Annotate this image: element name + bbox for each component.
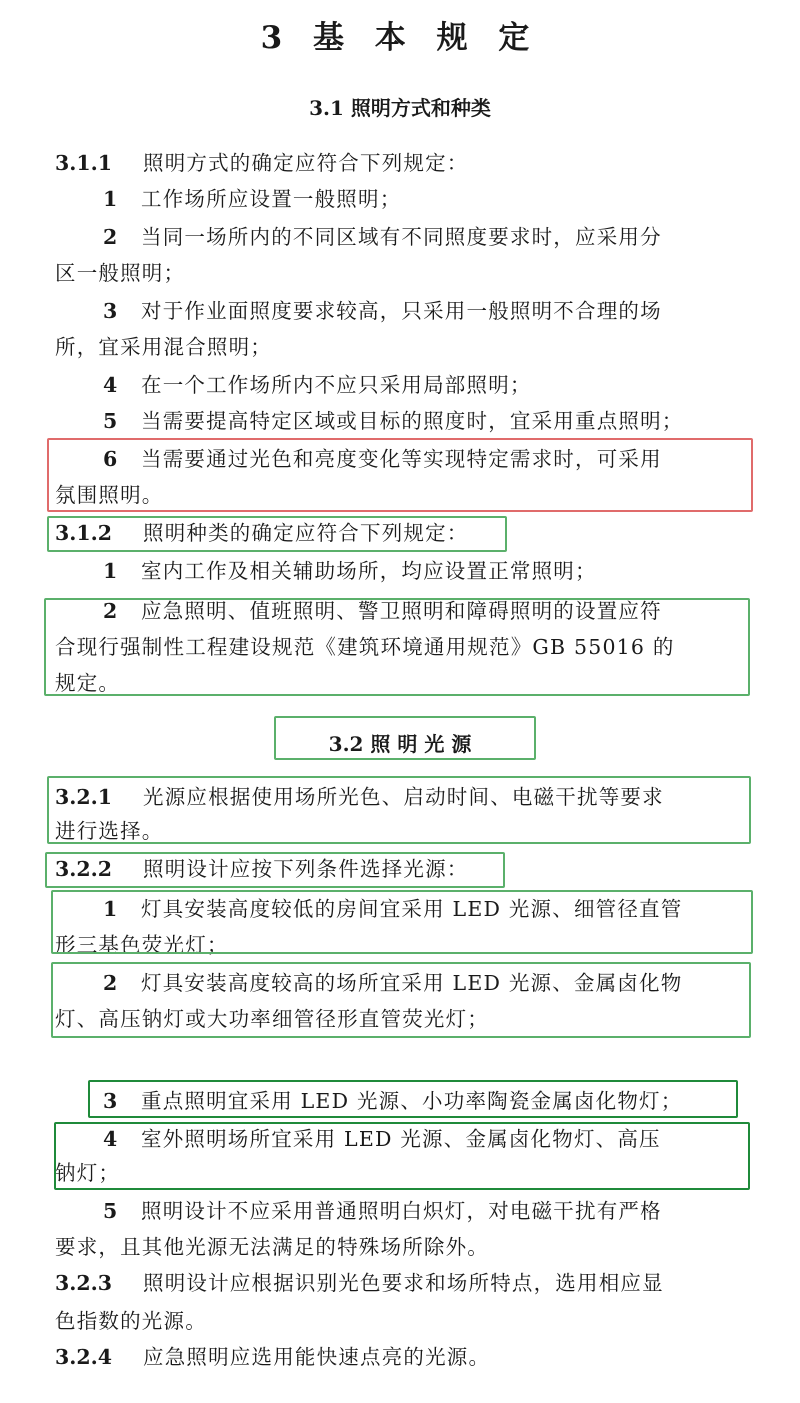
item-number: 6 xyxy=(103,447,119,471)
item-continuation: 形三基色荧光灯； xyxy=(55,933,229,957)
section-title-3-1: 3.1 照明方式和种类 xyxy=(309,96,491,120)
highlight-box-green xyxy=(51,890,753,954)
clause-number: 3.2.3 xyxy=(55,1271,113,1295)
section-title-3-2: 3.2 照 明 光 源 xyxy=(328,732,472,756)
item-continuation: 钠灯； xyxy=(55,1161,121,1185)
clause-text: 照明方式的确定应符合下列规定： xyxy=(143,151,469,175)
highlight-box-green xyxy=(47,776,751,844)
item-text: 当同一场所内的不同区域有不同照度要求时，应采用分 xyxy=(141,225,662,249)
item-number: 2 xyxy=(103,971,119,995)
item-text: 重点照明宜采用 LED 光源、小功率陶瓷金属卤化物灯； xyxy=(141,1089,683,1113)
clause-text: 照明设计应根据识别光色要求和场所特点，选用相应显 xyxy=(143,1271,664,1295)
clause-3-2-3 xyxy=(55,1268,755,1298)
highlight-box-green xyxy=(45,852,505,888)
item-number: 1 xyxy=(103,897,119,921)
item-number: 3 xyxy=(103,1089,119,1113)
highlight-box-green xyxy=(44,598,750,696)
clause-number: 3.2.4 xyxy=(55,1345,113,1369)
item-text: 当需要通过光色和亮度变化等实现特定需求时，可采用 xyxy=(141,447,662,471)
highlight-box-green xyxy=(51,962,751,1038)
highlight-box-green xyxy=(47,516,507,552)
item-number: 1 xyxy=(103,187,119,211)
clause-3-1-1 xyxy=(55,148,755,178)
item-text: 对于作业面照度要求较高，只采用一般照明不合理的场 xyxy=(141,299,662,323)
item-continuation: 合现行强制性工程建设规范《建筑环境通用规范》GB 55016 的 xyxy=(55,635,675,659)
clause-number: 3.1.2 xyxy=(55,521,113,545)
item-continuation: 色指数的光源。 xyxy=(55,1309,207,1333)
item-number: 1 xyxy=(103,559,119,583)
highlight-box-dark-green xyxy=(88,1080,738,1118)
list-item xyxy=(55,296,800,326)
highlight-box-green xyxy=(274,716,536,760)
clause-number: 3.1.1 xyxy=(55,151,113,175)
list-item xyxy=(55,556,800,586)
item-text: 灯具安装高度较高的场所宜采用 LED 光源、金属卤化物 xyxy=(141,971,683,995)
item-number: 3 xyxy=(103,299,119,323)
item-continuation: 进行选择。 xyxy=(55,819,164,843)
item-text: 灯具安装高度较低的房间宜采用 LED 光源、细管径直管 xyxy=(141,897,683,921)
item-number: 5 xyxy=(103,409,119,433)
item-number: 2 xyxy=(103,225,119,249)
list-item xyxy=(55,1196,800,1226)
clause-3-2-4 xyxy=(55,1342,755,1372)
item-continuation: 要求，且其他光源无法满足的特殊场所除外。 xyxy=(55,1235,489,1259)
clause-text: 应急照明应选用能快速点亮的光源。 xyxy=(143,1345,491,1369)
item-text: 室外照明场所宜采用 LED 光源、金属卤化物灯、高压 xyxy=(141,1127,661,1151)
item-continuation: 区一般照明； xyxy=(55,261,186,285)
item-text: 应急照明、值班照明、警卫照明和障碍照明的设置应符 xyxy=(141,599,662,623)
list-item xyxy=(55,406,800,436)
highlight-box-red xyxy=(47,438,753,512)
item-text: 工作场所应设置一般照明； xyxy=(141,187,402,211)
clause-text: 照明种类的确定应符合下列规定： xyxy=(143,521,469,545)
item-number: 5 xyxy=(103,1199,119,1223)
item-text: 当需要提高特定区域或目标的照度时，宜采用重点照明； xyxy=(141,409,684,433)
item-continuation: 所，宜采用混合照明； xyxy=(55,335,272,359)
clause-text: 照明设计应按下列条件选择光源： xyxy=(143,857,469,881)
clause-text: 光源应根据使用场所光色、启动时间、电磁干扰等要求 xyxy=(143,785,664,809)
item-continuation: 灯、高压钠灯或大功率细管径形直管荧光灯； xyxy=(55,1007,489,1031)
item-text: 室内工作及相关辅助场所，均应设置正常照明； xyxy=(141,559,597,583)
item-number: 4 xyxy=(103,1127,119,1151)
list-item xyxy=(55,222,800,252)
highlight-box-dark-green xyxy=(54,1122,750,1190)
item-text: 照明设计不应采用普通照明白炽灯，对电磁干扰有严格 xyxy=(141,1199,662,1223)
list-item xyxy=(55,370,800,400)
item-number: 4 xyxy=(103,373,119,397)
item-number: 2 xyxy=(103,599,119,623)
chapter-title: 3 基 本 规 定 xyxy=(260,20,540,56)
item-continuation: 规定。 xyxy=(55,671,121,695)
clause-number: 3.2.1 xyxy=(55,785,113,809)
item-continuation: 氛围照明。 xyxy=(55,483,164,507)
list-item xyxy=(55,184,800,214)
clause-number: 3.2.2 xyxy=(55,857,113,881)
item-text: 在一个工作场所内不应只采用局部照明； xyxy=(141,373,532,397)
